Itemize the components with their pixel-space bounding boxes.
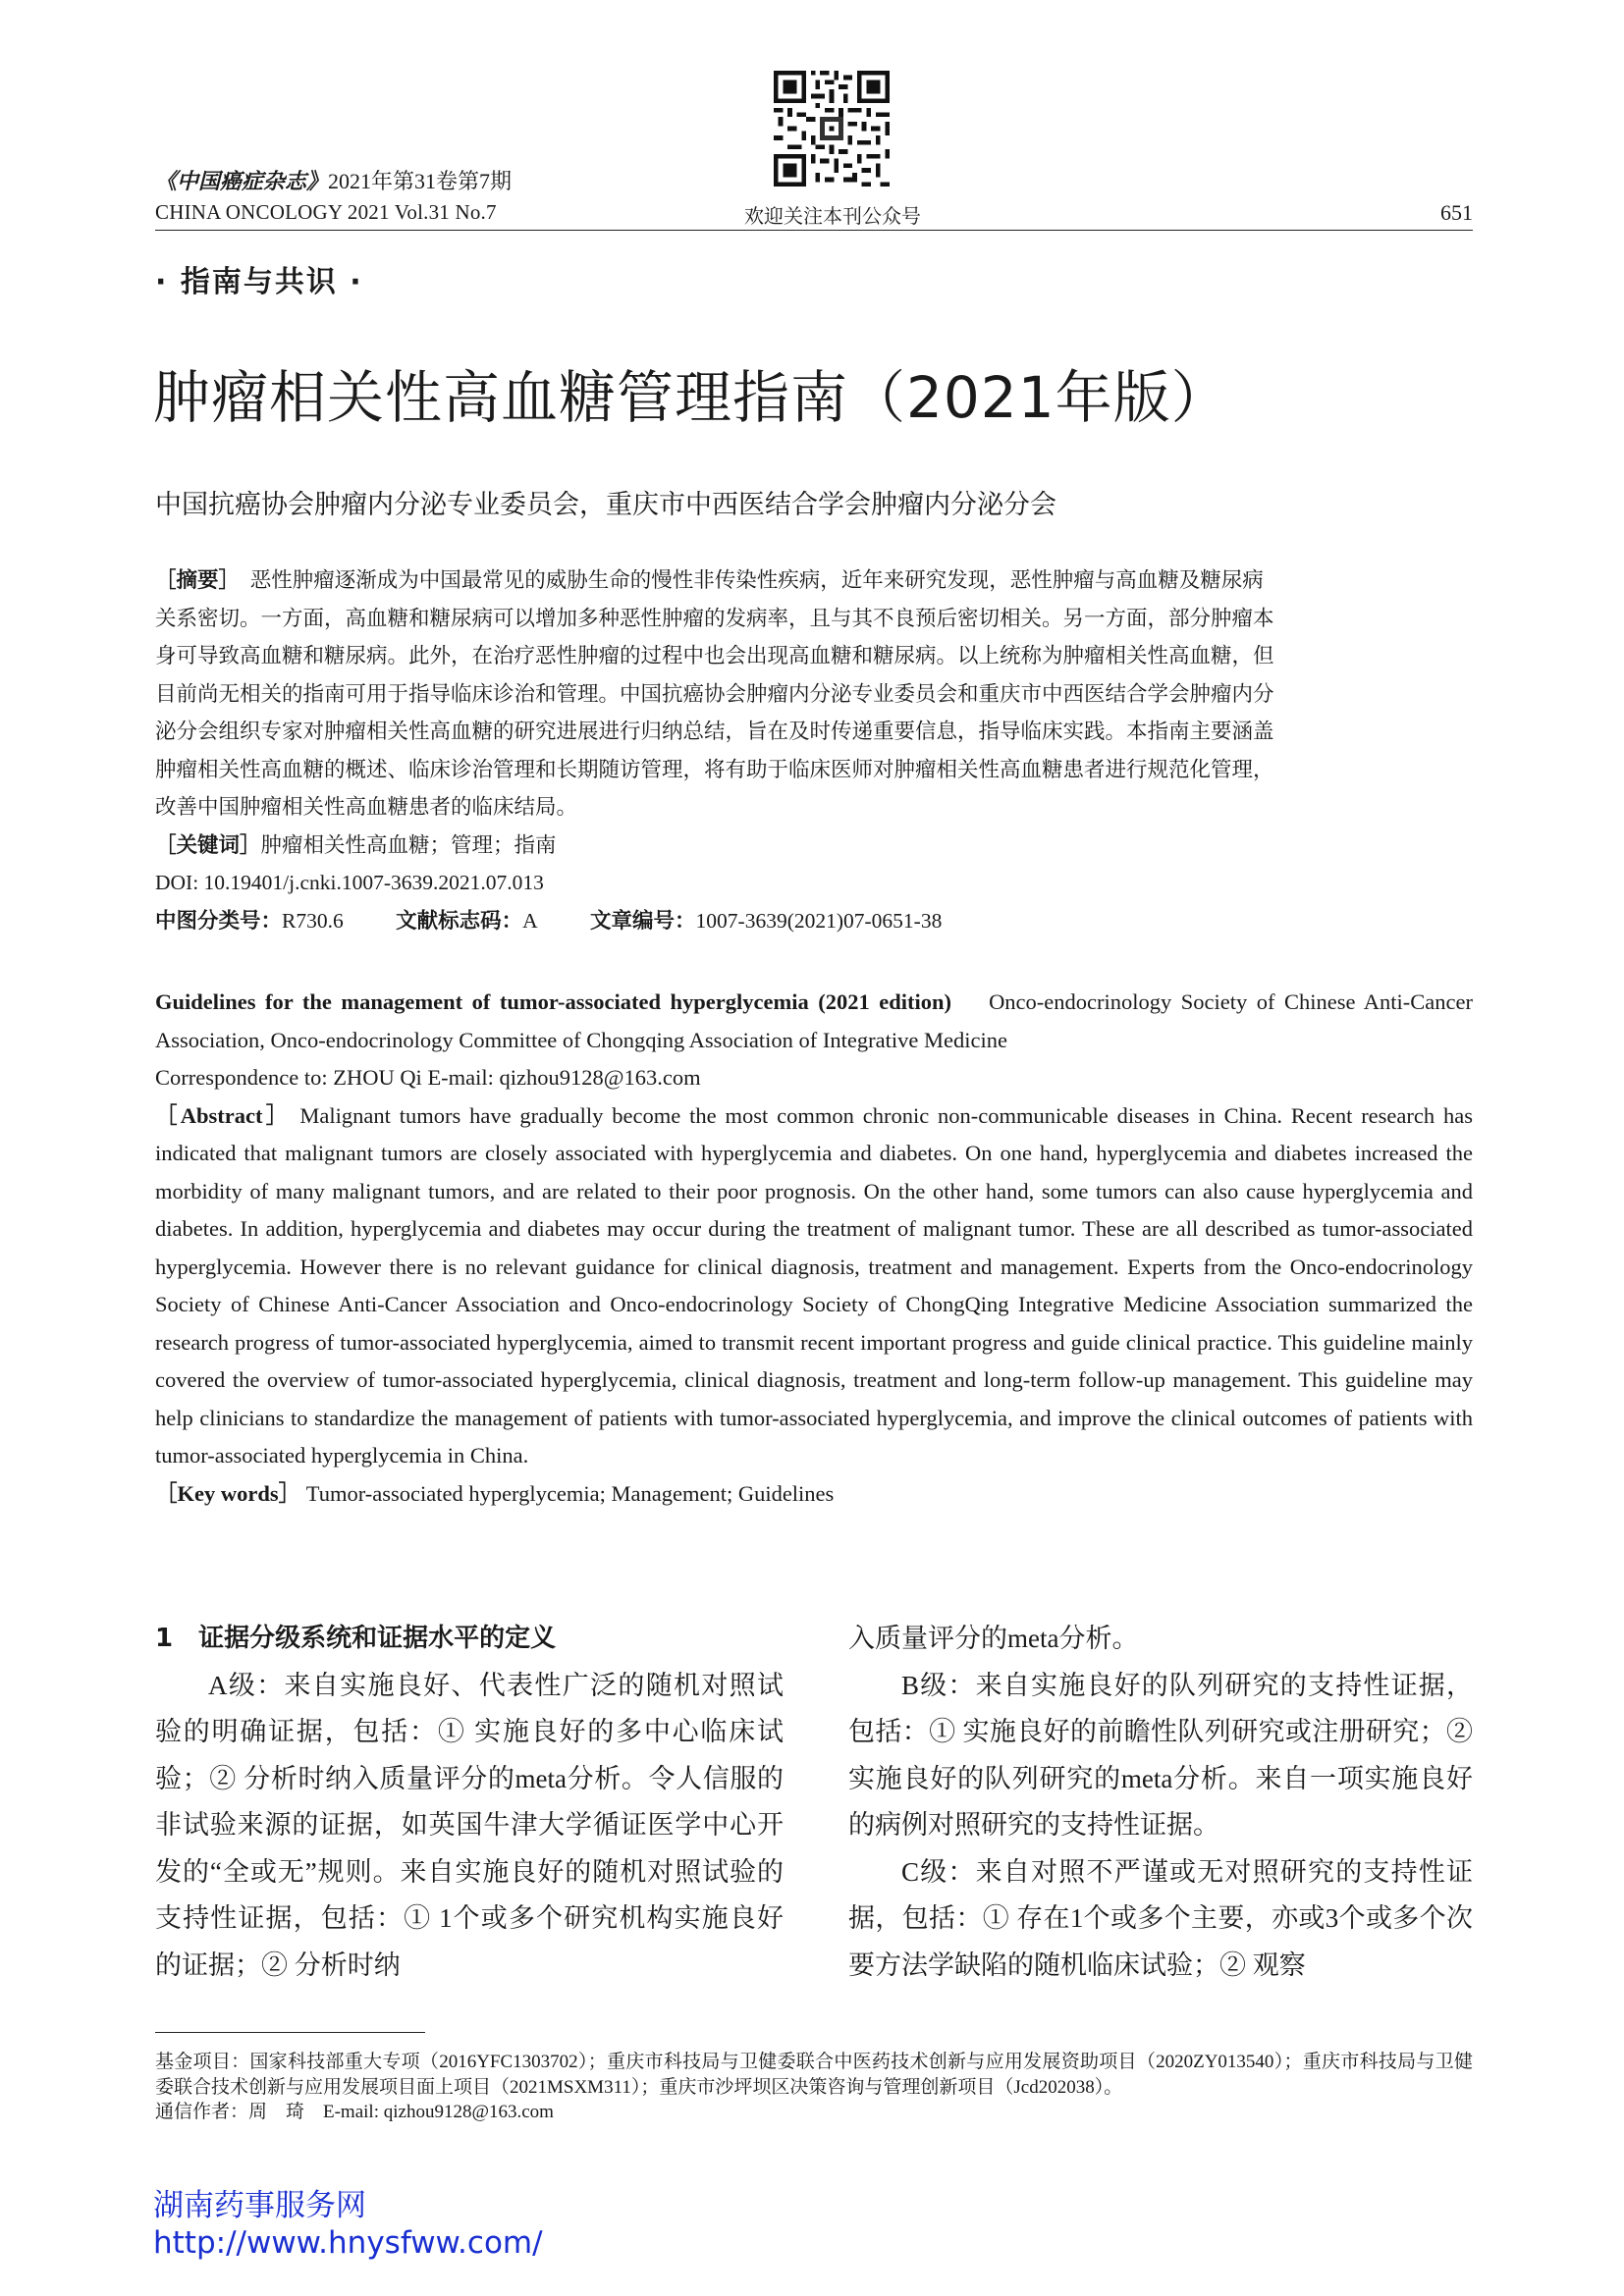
header-rule [155, 230, 1473, 231]
corresponding-author: 通信作者：周 琦 E-mail: qizhou9128@163.com [155, 2102, 554, 2122]
column-tag: · 指南与共识 · [155, 265, 363, 299]
paragraph-grade-a: A级：来自实施良好、代表性广泛的随机对照试验的明确证据，包括：① 实施良好的多中心临床试验；② 分析时纳入质量评分的meta分析。令人信服的非试验来源的证据，如英国牛津大学循证医学中心开发的“全或无”规则。来自实施良好的随机对照试验的支持性证据，包括：① 1个或多个研究机构实施良好的证据；② 分析时纳 [155, 1670, 784, 1980]
body-left-column [155, 1616, 784, 1989]
keywords-cn [155, 827, 1473, 865]
en-title-authors [155, 984, 1473, 1059]
correspondence-en: Correspondence to: ZHOU Qi E-mail: qizhou9128@163.com [155, 1065, 701, 1090]
abstract-cn-line: 关系密切。一方面，高血糖和糖尿病可以增加多种恶性肿瘤的发病率，且与其不良预后密切相关。另一方面，部分肿瘤本 [155, 606, 1274, 630]
abstract-cn-label: ［摘要］ [155, 568, 230, 592]
journal-cn-name: 《中国癌症杂志》 [155, 169, 329, 193]
body-right-column [848, 1616, 1473, 1989]
title-en: Guidelines for the management of tumor-associated hyperglycemia (2021 edition) [155, 989, 952, 1014]
abstract-en-label: ［Abstract］ [155, 1102, 292, 1128]
keywords-en-label: ［Key words］ [155, 1480, 301, 1506]
page-number: 651 [1440, 200, 1473, 225]
abstract-en-text: ［Abstract］ Malignant tumors have gradually become the most common chronic non-communicable diseases in China. Recent research has indicated that malignant tumors are closely associated with hyperglycemia and diabetes. On one hand, hyperglycemia and diabetes increased the morbidity of many malignant tumors, and are related to their poor prognosis. On the other hand, some tumors can also cause hyperglycemia and diabetes. In addition, hyperglycemia and diabetes may occur during the treatment of malignant tumor. These are all described as tumor-associated hyperglycemia. However there is no relevant guidance for clinical diagnosis, treatment and management. Experts from the Onco-endocrinology Society of Chinese Anti-Cancer Association and Onco-endocrinology Society of ChongQing Integrative Medicine Association summarized the research progress of tumor-associated hyperglycemia, aimed to transmit recent important progress and guide clinical practice. This guideline mainly covered the overview of tumor-associated hyperglycemia, clinical diagnosis, treatment and long-term follow-up management. This guideline may help clinicians to standardize the management of patients with tumor-associated hyperglycemia, and improve the clinical outcomes of patients with tumor-associated hyperglycemia in China. [155, 1102, 1473, 1468]
qr-caption: 欢迎关注本刊公众号 [744, 204, 921, 228]
paragraph-grade-b: B级：来自实施良好的队列研究的支持性证据，包括：① 实施良好的前瞻性队列研究或注册研究；② 实施良好的队列研究的meta分析。来自一项实施良好的病例对照研究的支持性证据。 [848, 1670, 1473, 1840]
abstract-cn [155, 561, 1473, 940]
footnote [155, 2050, 1473, 2125]
keywords-cn-value: 肿瘤相关性高血糖；管理；指南 [260, 832, 557, 857]
authors-cn: 中国抗癌协会肿瘤内分泌专业委员会，重庆市中西医结合学会肿瘤内分泌分会 [155, 490, 1056, 519]
watermark-url[interactable]: http://www.hnysfww.com/ [153, 2225, 543, 2261]
funding-note: 基金项目：国家科技部重大专项（2016YFC1303702）；重庆市科技局与卫健委联合中医药技术创新与应用发展资助项目（2020ZY013540）；重庆市科技局与卫健委联合技术创新与应用发展项目面上项目（2021MSXM311）；重庆市沙坪坝区决策咨询与管理创新项目（Jcd202038）。 [155, 2052, 1473, 2098]
abstract-cn-line: 肿瘤相关性高血糖的概述、临床诊治管理和长期随访管理，将有助于临床医师对肿瘤相关性高血糖患者进行规范化管理， [155, 757, 1274, 781]
journal-cn-header [155, 165, 512, 195]
paragraph-continuation: 入质量评分的meta分析。 [848, 1624, 1139, 1653]
keywords-cn-label: ［关键词］ [155, 832, 261, 857]
clc-code: 中图分类号：R730.6 [155, 908, 344, 934]
keywords-en [155, 1475, 1473, 1514]
abstract-cn-line: ［摘要］ 恶性肿瘤逐渐成为中国最常见的威胁生命的慢性非传染性疾病，近年来研究发现，恶性肿瘤与高血糖及糖尿病 [155, 568, 1264, 592]
doc-code: 文献标志码：A [396, 908, 538, 934]
doi: DOI: 10.19401/j.cnki.1007-3639.2021.07.013 [155, 871, 544, 894]
journal-en-header: CHINA ONCOLOGY 2021 Vol.31 No.7 [155, 200, 497, 224]
abstract-en [155, 984, 1473, 1513]
keywords-en-value: Tumor-associated hyperglycemia; Management; Guidelines [305, 1480, 835, 1506]
abstract-cn-line: 泌分会组织专家对肿瘤相关性高血糖的研究进展进行归纳总结，旨在及时传递重要信息，指导临床实践。本指南主要涵盖 [155, 720, 1274, 743]
classification-row [155, 902, 1473, 941]
page-title: 肿瘤相关性高血糖管理指南（2021年版） [153, 364, 1229, 431]
watermark-site-name: 湖南药事服务网 [153, 2188, 366, 2223]
abstract-cn-line: 身可导致高血糖和糖尿病。此外，在治疗恶性肿瘤的过程中也会出现高血糖和糖尿病。以上统称为肿瘤相关性高血糖，但 [155, 644, 1274, 667]
paragraph-grade-c: C级：来自对照不严谨或无对照研究的支持性证据，包括：① 存在1个或多个主要，亦或3个或多个次要方法学缺陷的随机临床试验；② 观察 [848, 1856, 1473, 1980]
qr-code-icon [774, 71, 890, 187]
authors-en: Onco-endocrinology Society of Chinese Anti-Cancer Association, Onco-endocrinology Committee of Chongqing Association of Integrative Medicine [155, 989, 1473, 1052]
watermark [153, 2187, 543, 2262]
section-heading: 1 证据分级系统和证据水平的定义 [155, 1624, 557, 1653]
footnote-rule [155, 2032, 425, 2033]
article-number: 文章编号：1007-3639(2021)07-0651-38 [590, 908, 943, 934]
journal-cn-issue: 2021年第31卷第7期 [328, 169, 513, 193]
abstract-cn-line: 改善中国肿瘤相关性高血糖患者的临床结局。 [155, 795, 578, 819]
abstract-cn-line: 目前尚无相关的指南可用于指导临床诊治和管理。中国抗癌协会肿瘤内分泌专业委员会和重庆市中西医结合学会肿瘤内分 [155, 681, 1274, 706]
